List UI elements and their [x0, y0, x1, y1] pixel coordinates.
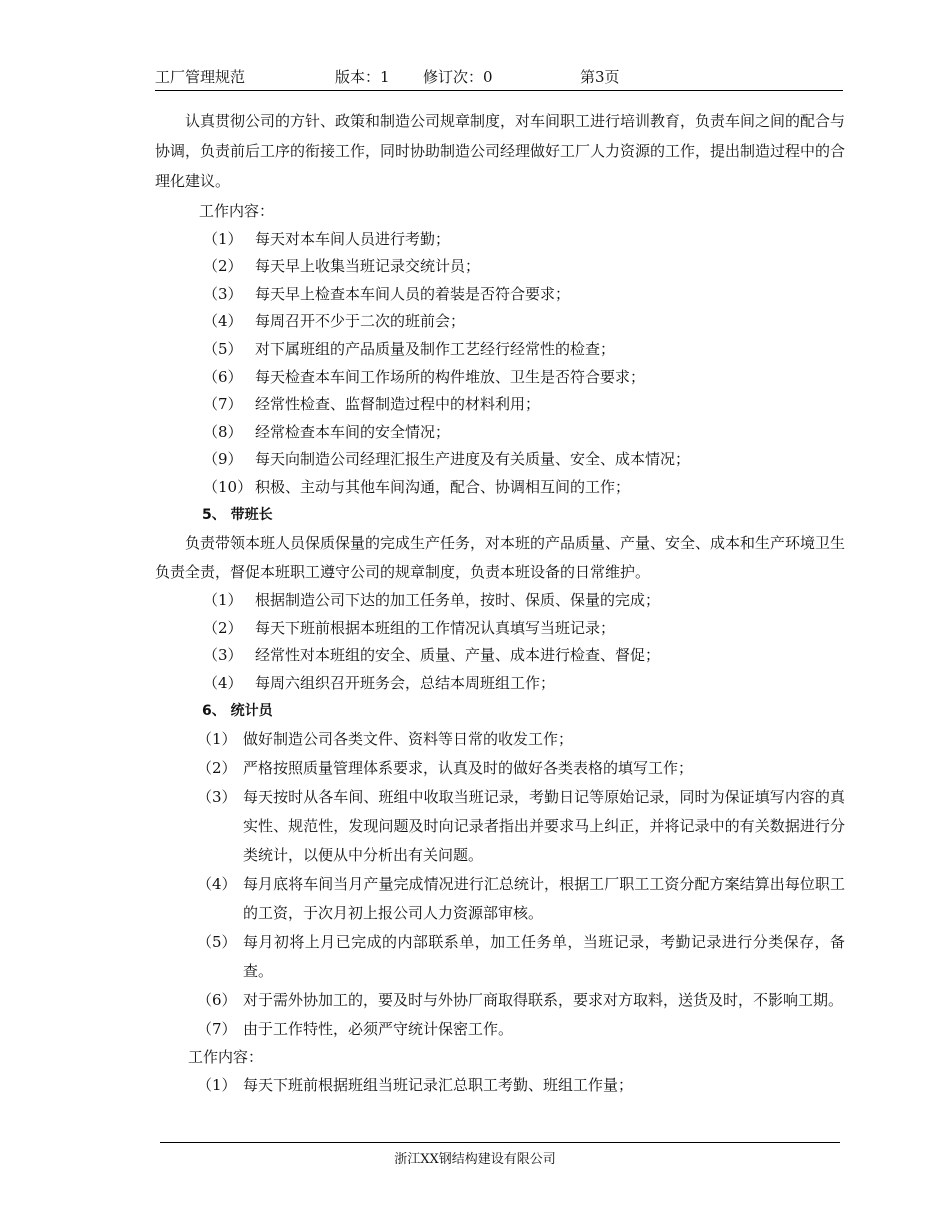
list-item-number: （5） [203, 339, 243, 358]
list-item [155, 670, 845, 698]
list-item-text: 每天对本车间人员进行考勤； [255, 229, 451, 248]
list-item-number: （1） [203, 229, 243, 248]
list-item-number: （1） [203, 591, 243, 610]
work-content-label-2-text: 工作内容： [188, 1048, 264, 1067]
list-item-number: （7） [197, 1020, 237, 1039]
list-item [155, 986, 845, 1015]
list-item [155, 870, 845, 928]
list-item [155, 336, 845, 364]
page-number: 第3页 [580, 68, 620, 86]
list-item [155, 725, 845, 754]
list-item-number: （9） [203, 450, 243, 469]
list-item-text: 每月底将车间当月产量完成情况进行汇总统计，根据工厂职工工资分配方案结算出每位职工的工资，于次月初上报公司人力资源部审核。 [243, 875, 845, 923]
duties-list-6b [155, 1072, 845, 1100]
list-item [155, 281, 845, 309]
work-content-label-2 [155, 1044, 845, 1072]
section-5-heading: 5、 带班长 [202, 506, 273, 523]
list-item-number: （1） [197, 730, 237, 749]
work-content-label-text: 工作内容： [199, 202, 275, 220]
list-item-text: 由于工作特性，必须严守统计保密工作。 [243, 1020, 514, 1039]
list-item [155, 1015, 845, 1044]
list-item-number: （2） [203, 257, 243, 276]
list-item [155, 1072, 845, 1100]
list-item-text: 经常性检查、监督制造过程中的材料利用； [255, 395, 541, 414]
list-item-text: 每月初将上月已完成的内部联系单，加工任务单，当班记录，考勤记录进行分类保存，备查。 [243, 933, 845, 981]
list-item-number: （10） [203, 477, 253, 496]
list-item-text: 做好制造公司各类文件、资料等日常的收发工作； [243, 730, 574, 749]
list-item-text: 经常性对本班组的安全、质量、产量、成本进行检查、督促； [255, 646, 661, 665]
list-item-number: （6） [203, 367, 243, 386]
list-item-text: 积极、主动与其他车间沟通，配合、协调相互间的工作； [255, 477, 631, 496]
document-body [155, 107, 845, 1099]
list-item-text: 每天下班前根据班组当班记录汇总职工考勤、班组工作量； [243, 1075, 634, 1094]
doc-title: 工厂管理规范 [155, 68, 246, 86]
list-item-text: 每周召开不少于二次的班前会； [255, 312, 466, 331]
footer-divider [160, 1142, 840, 1143]
list-item [155, 642, 845, 670]
list-item [155, 253, 845, 281]
list-item [155, 391, 845, 419]
version-label: 版本：1 [335, 68, 390, 86]
list-item-number: （2） [203, 618, 243, 637]
list-item [155, 587, 845, 615]
list-item-number: （4） [203, 673, 243, 692]
list-item-number: （3） [197, 788, 237, 807]
list-item [155, 754, 845, 783]
list-item-text: 严格按照质量管理体系要求，认真及时的做好各类表格的填写工作； [243, 759, 694, 778]
list-item-text: 每天早上检查本车间人员的着装是否符合要求； [255, 284, 571, 303]
list-item-number: （8） [203, 422, 243, 441]
intro-paragraph: 认真贯彻公司的方针、政策和制造公司规章制度，对车间职工进行培训教育，负责车间之间的配合与协调，负责前后工序的衔接工作，同时协助制造公司经理做好工厂人力资源的工作，提出制造过程中的合理化建议。 [155, 112, 846, 190]
list-item-text: 对下属班组的产品质量及制作工艺经行经常性的检查； [255, 339, 616, 358]
list-item-number: （4） [197, 875, 237, 894]
list-item [155, 474, 845, 502]
list-item-text: 每天按时从各车间、班组中收取当班记录，考勤日记等原始记录，同时为保证填写内容的真实性、规范性，发现问题及时向记录者指出并要求马上纠正，并将记录中的有关数据进行分类统计，以便从中分析出有关问题。 [243, 788, 845, 865]
work-content-label [155, 198, 845, 226]
list-item-number: （6） [197, 991, 237, 1010]
list-item [155, 615, 845, 643]
list-item-number: （5） [197, 933, 237, 952]
list-item-number: （3） [203, 646, 243, 665]
section-6-heading: 6、 统计员 [202, 702, 273, 719]
list-item [155, 783, 845, 870]
list-item-number: （4） [203, 312, 243, 331]
list-item-text: 经常检查本车间的安全情况； [255, 422, 451, 441]
list-item-text: 每天检查本车间工作场所的构件堆放、卫生是否符合要求； [255, 367, 646, 386]
duties-list-5 [155, 587, 845, 697]
list-item-text: 每天下班前根据本班组的工作情况认真填写当班记录； [255, 618, 616, 637]
section-5-intro: 负责带领本班人员保质保量的完成生产任务，对本班的产品质量、产量、安全、成本和生产环境卫生负责全责，督促本班职工遵守公司的规章制度，负责本班设备的日常维护。 [155, 534, 846, 582]
duties-list-1 [155, 226, 845, 502]
footer-company: 浙江XX钢结构建设有限公司 [394, 1152, 556, 1167]
list-item [155, 419, 845, 447]
list-item-text: 对于需外协加工的，要及时与外协厂商取得联系，要求对方取料，送货及时，不影响工期。 [243, 991, 844, 1010]
list-item [155, 446, 845, 474]
list-item [155, 308, 845, 336]
list-item [155, 928, 845, 986]
revision-label: 修订次：0 [423, 68, 493, 86]
list-item-number: （7） [203, 395, 243, 414]
page-header [155, 66, 843, 91]
list-item-number: （1） [197, 1075, 237, 1094]
list-item-text: 根据制造公司下达的加工任务单，按时、保质、保量的完成； [255, 591, 661, 610]
list-item-number: （2） [197, 759, 237, 778]
list-item-text: 每天向制造公司经理汇报生产进度及有关质量、安全、成本情况； [255, 450, 691, 469]
list-item-number: （3） [203, 284, 243, 303]
list-item [155, 226, 845, 254]
list-item-text: 每天早上收集当班记录交统计员； [255, 257, 481, 276]
duties-list-6 [155, 725, 845, 1044]
list-item-text: 每周六组织召开班务会，总结本周班组工作； [255, 673, 556, 692]
list-item [155, 364, 845, 392]
